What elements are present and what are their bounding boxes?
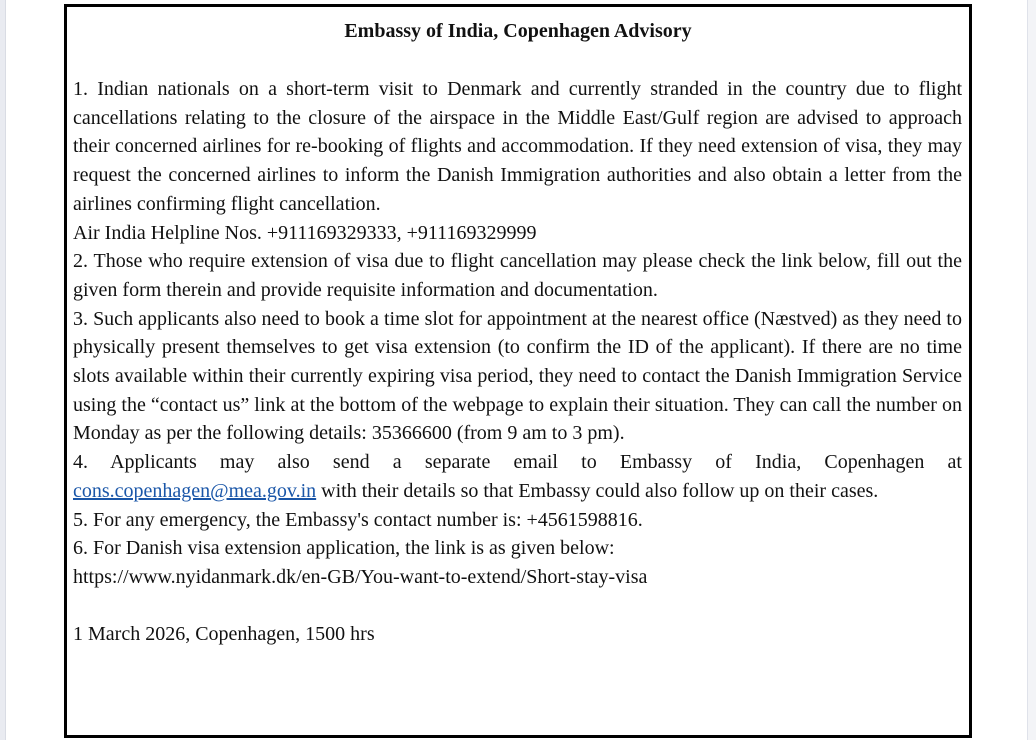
- paragraph-3: 3. Such applicants also need to book a time slot for appointment at the nearest office (Næstved) as they need to physically present themselves to get visa extension (to confirm the ID of the applicant). If there are no time slots available within their currently expiring visa period, they need to contact the Danish Immigration Service using the “contact us” link at the bottom of the webpage to explain their situation. They can call the number on Monday as per the following details: 35366600 (from 9 am to 3 pm).: [73, 307, 962, 445]
- paragraph-2: 2. Those who require extension of visa due to flight cancellation may please check the link below, fill out the given form therein and provide requisite information and documentation.: [73, 250, 962, 301]
- paragraph-1: 1. Indian nationals on a short-term visit to Denmark and currently stranded in the country due to flight cancellations relating to the closure of the airspace in the Middle East/Gulf region are advised to approach their concerned airlines for re-booking of flights and accommodation. If they need extension of visa, they may request the concerned airlines to inform the Danish Immigration authorities and also obtain a letter from the airlines confirming flight cancellation.: [73, 78, 962, 215]
- paragraph-6: 6. For Danish visa extension application, the link is as given below:: [73, 537, 615, 560]
- advisory-box: [64, 4, 972, 738]
- viewer-left-edge: [0, 0, 6, 740]
- vertical-scrollbar[interactable]: [1027, 0, 1036, 740]
- paragraph-5: 5. For any emergency, the Embassy's contact number is: +4561598816.: [73, 508, 643, 531]
- visa-extension-url: https://www.nyidanmark.dk/en-GB/You-want-to-extend/Short-stay-visa: [73, 565, 648, 588]
- embassy-email-link[interactable]: cons.copenhagen@mea.gov.in: [73, 479, 317, 502]
- dateline: 1 March 2026, Copenhagen, 1500 hrs: [73, 623, 375, 646]
- spacer: [73, 592, 962, 621]
- helpline-numbers: Air India Helpline Nos. +911169329333, +911169329999: [73, 221, 537, 244]
- paragraph-4-rest: with their details so that Embassy could also follow up on their cases.: [316, 479, 879, 502]
- paragraph-4-intro: 4. Applicants may also send a separate email to Embassy of India, Copenhagen at: [73, 451, 962, 474]
- paragraph-4: [73, 448, 962, 505]
- advisory-title: Embassy of India, Copenhagen Advisory: [344, 20, 692, 42]
- advisory-body: [73, 75, 962, 649]
